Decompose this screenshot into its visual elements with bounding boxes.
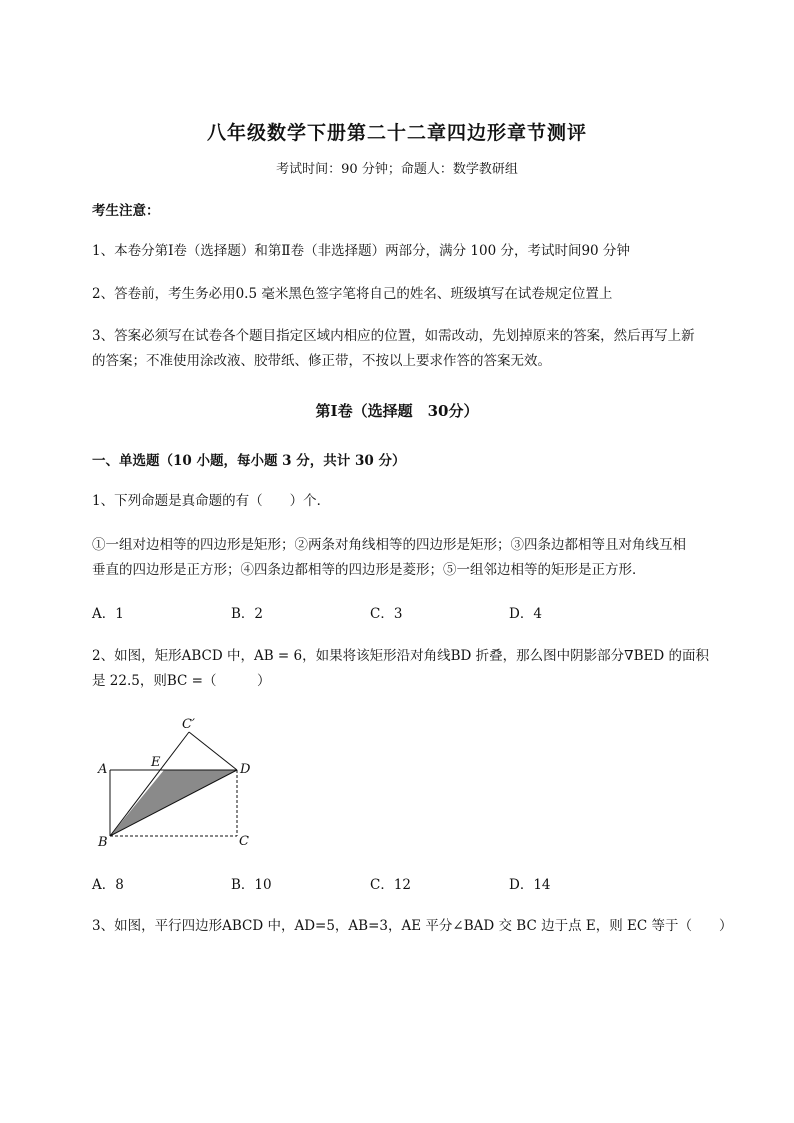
segment-c-prime-d bbox=[189, 732, 237, 770]
label-c: C bbox=[239, 834, 249, 849]
notice-heading: 考生注意： bbox=[92, 203, 160, 219]
question-2-stem: 2、如图，矩形ABCD 中，AB = 6，如果将该矩形沿对角线BD 折叠，那么图中阴影部分∇BED 的面积 bbox=[92, 648, 709, 664]
label-c-prime: C′ bbox=[182, 717, 195, 732]
question-2-option-d: D．14 bbox=[509, 877, 551, 893]
question-1-option-a: A．1 bbox=[92, 606, 124, 622]
notice-item: 1、本卷分第Ⅰ卷（选择题）和第Ⅱ卷（非选择题）两部分，满分 100 分，考试时间90 分钟 bbox=[92, 243, 630, 259]
label-b: B bbox=[98, 835, 108, 850]
question-2-option-b: B．10 bbox=[231, 877, 272, 893]
notice-item: 3、答案必须写在试卷各个题目指定区域内相应的位置，如需改动，先划掉原来的答案，然后再写上新 bbox=[92, 328, 695, 344]
rectangle-fold-figure bbox=[92, 712, 272, 856]
question-1-option-c: C．3 bbox=[370, 606, 403, 622]
question-1-statements: ①一组对边相等的四边形是矩形；②两条对角线相等的四边形是矩形；③四条边都相等且对角线互相 bbox=[92, 537, 686, 553]
label-d: D bbox=[240, 762, 251, 777]
question-1-statements: 垂直的四边形是正方形；④四条边都相等的四边形是菱形；⑤一组邻边相等的矩形是正方形． bbox=[92, 562, 646, 578]
question-3-stem: 3、如图，平行四边形ABCD 中，AD=5，AB=3，AE 平分∠BAD 交 BC 边于点 E，则 EC 等于（ ） bbox=[92, 918, 733, 934]
exam-info: 考试时间：90 分钟；命题人：数学教研组 bbox=[276, 162, 518, 177]
question-1-option-b: B．2 bbox=[231, 606, 264, 622]
question-2-option-a: A．8 bbox=[92, 877, 124, 893]
page-title: 八年级数学下册第二十二章四边形章节测评 bbox=[206, 122, 587, 144]
label-a: A bbox=[98, 762, 108, 777]
label-e: E bbox=[151, 755, 161, 770]
geometry-diagram bbox=[92, 712, 272, 852]
notice-item: 2、答卷前，考生务必用0.5 毫米黑色签字笔将自己的姓名、班级填写在试卷规定位置上 bbox=[92, 286, 613, 302]
question-2-option-c: C．12 bbox=[370, 877, 412, 893]
section-title: 第Ⅰ卷（选择题 30分） bbox=[315, 402, 479, 420]
question-2-stem: 是 22.5，则BC =（ ） bbox=[92, 673, 271, 689]
question-1-option-d: D．4 bbox=[509, 606, 542, 622]
part-heading: 一、单选题（10 小题，每小题 3 分，共计 30 分） bbox=[92, 453, 406, 469]
question-1-stem: 1、下列命题是真命题的有（ ）个． bbox=[92, 493, 331, 509]
notice-item: 的答案；不准使用涂改液、胶带纸、修正带，不按以上要求作答的答案无效。 bbox=[92, 353, 551, 369]
